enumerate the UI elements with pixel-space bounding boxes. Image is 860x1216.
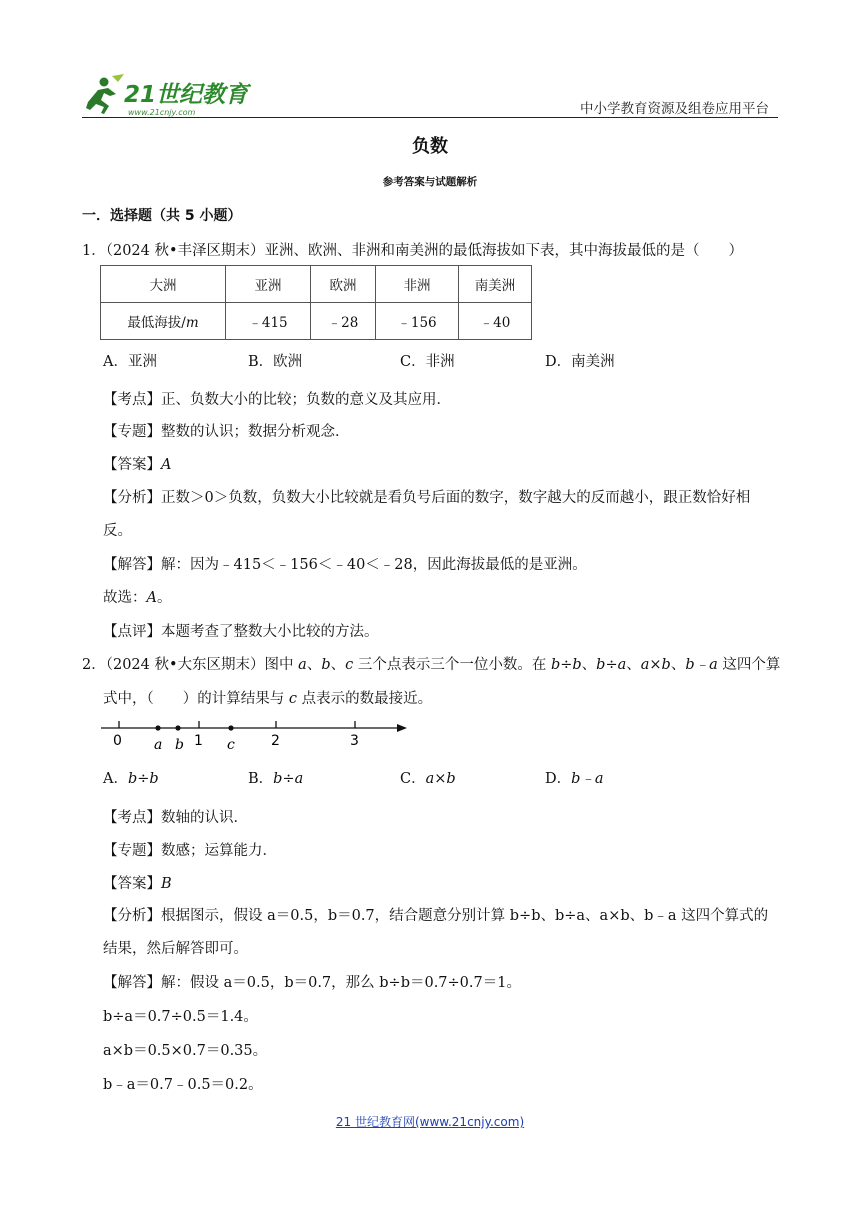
q2-jieda-line4: b﹣a＝0.7﹣0.5＝0.2。 (103, 1077, 263, 1093)
footer-link[interactable]: 21 世纪教育网(www.21cnjy.com) (335, 1115, 525, 1129)
q1-stem: 1．（2024 秋•丰泽区期末）亚洲、欧洲、非洲和南美洲的最低海拔如下表，其中海拔最低的是（ ） (82, 243, 744, 259)
point-label-c: c (227, 737, 235, 753)
tick-label-3: 3 (350, 733, 359, 749)
point-a (155, 725, 160, 730)
q2-stem-line2: 式中，（ ）的计算结果与 c 点表示的数最接近。 (103, 691, 433, 707)
q1-kaodian: 【考点】正、负数大小的比较；负数的意义及其应用． (103, 392, 451, 408)
q2-zhuanti: 【专题】数感；运算能力． (103, 843, 277, 859)
q1-table (100, 265, 532, 340)
q1-option-a: A．亚洲 (103, 354, 157, 370)
page-title: 负数 (412, 136, 448, 157)
table-cell: 亚洲 (226, 266, 311, 303)
table-cell: ﹣156 (376, 303, 459, 340)
q1-guxuan: 故选：A。 (103, 590, 172, 606)
table-cell: 欧洲 (311, 266, 376, 303)
header-divider (82, 117, 778, 118)
q1-answer: 【答案】A (103, 457, 172, 473)
point-label-b: b (175, 737, 184, 753)
q2-option-c: C．a×b (400, 771, 456, 787)
table-cell: 南美洲 (459, 266, 532, 303)
point-c (228, 725, 233, 730)
point-label-a: a (154, 737, 163, 753)
q1-dianping: 【点评】本题考查了整数大小比较的方法。 (103, 624, 379, 640)
svg-text:www.21cnjy.com: www.21cnjy.com (128, 108, 196, 117)
table-cell: 非洲 (376, 266, 459, 303)
q1-fenxi-line2: 反。 (103, 523, 132, 539)
q2-option-d: D．b﹣a (545, 771, 604, 787)
q1-fenxi-line1: 【分析】正数＞0＞负数，负数大小比较就是看负号后面的数字，数字越大的反而越小，跟正数恰好相 (103, 490, 751, 506)
platform-name: 中小学教育资源及组卷应用平台 (580, 101, 769, 117)
table-row (101, 266, 532, 303)
q2-fenxi-line2: 结果，然后解答即可。 (103, 941, 248, 957)
q2-jieda-line1: 【解答】解：假设 a＝0.5，b＝0.7，那么 b÷b＝0.7÷0.7＝1。 (103, 975, 521, 991)
svg-text:21世纪教育: 21世纪教育 (124, 82, 249, 108)
q2-jieda-line3: a×b＝0.5×0.7＝0.35。 (103, 1043, 268, 1059)
table-cell: ﹣40 (459, 303, 532, 340)
page-subtitle: 参考答案与试题解析 (382, 176, 478, 188)
q1-option-b: B．欧洲 (248, 354, 303, 370)
q2-jieda-line2: b÷a＝0.7÷0.5＝1.4。 (103, 1009, 258, 1025)
q2-option-b: B．b÷a (248, 771, 304, 787)
table-row (101, 303, 532, 340)
tick-label-1: 1 (194, 733, 203, 749)
q2-kaodian: 【考点】数轴的认识． (103, 810, 248, 826)
q2-answer: 【答案】B (103, 876, 172, 892)
table-cell: 大洲 (101, 266, 226, 303)
q1-option-d: D．南美洲 (545, 354, 615, 370)
point-b (175, 725, 180, 730)
table-cell: ﹣28 (311, 303, 376, 340)
q2-fenxi-line1: 【分析】根据图示，假设 a＝0.5，b＝0.7，结合题意分别计算 b÷b、b÷a、a×b、b﹣a 这四个算式的 (103, 908, 769, 924)
q1-option-c: C．非洲 (400, 354, 455, 370)
q1-jieda: 【解答】解：因为﹣415＜﹣156＜﹣40＜﹣28，因此海拔最低的是亚洲。 (103, 557, 587, 573)
section-title: 一．选择题（共 5 小题） (82, 208, 242, 224)
tick-label-0: 0 (113, 733, 122, 749)
q1-zhuanti: 【专题】整数的认识；数据分析观念． (103, 424, 350, 440)
site-logo (82, 72, 252, 122)
tick-label-2: 2 (271, 733, 280, 749)
q2-option-a: A．b÷b (103, 771, 159, 787)
q2-stem-line1: 2．（2024 秋•大东区期末）图中 a、b、c 三个点表示三个一位小数。在 b÷b、b÷a、a×b、b﹣a 这四个算 (82, 657, 781, 673)
q2-number-line (95, 716, 415, 756)
table-cell: ﹣415 (226, 303, 311, 340)
logo-runner-icon (82, 72, 252, 122)
table-cell: 最低海拔/m (101, 303, 226, 340)
